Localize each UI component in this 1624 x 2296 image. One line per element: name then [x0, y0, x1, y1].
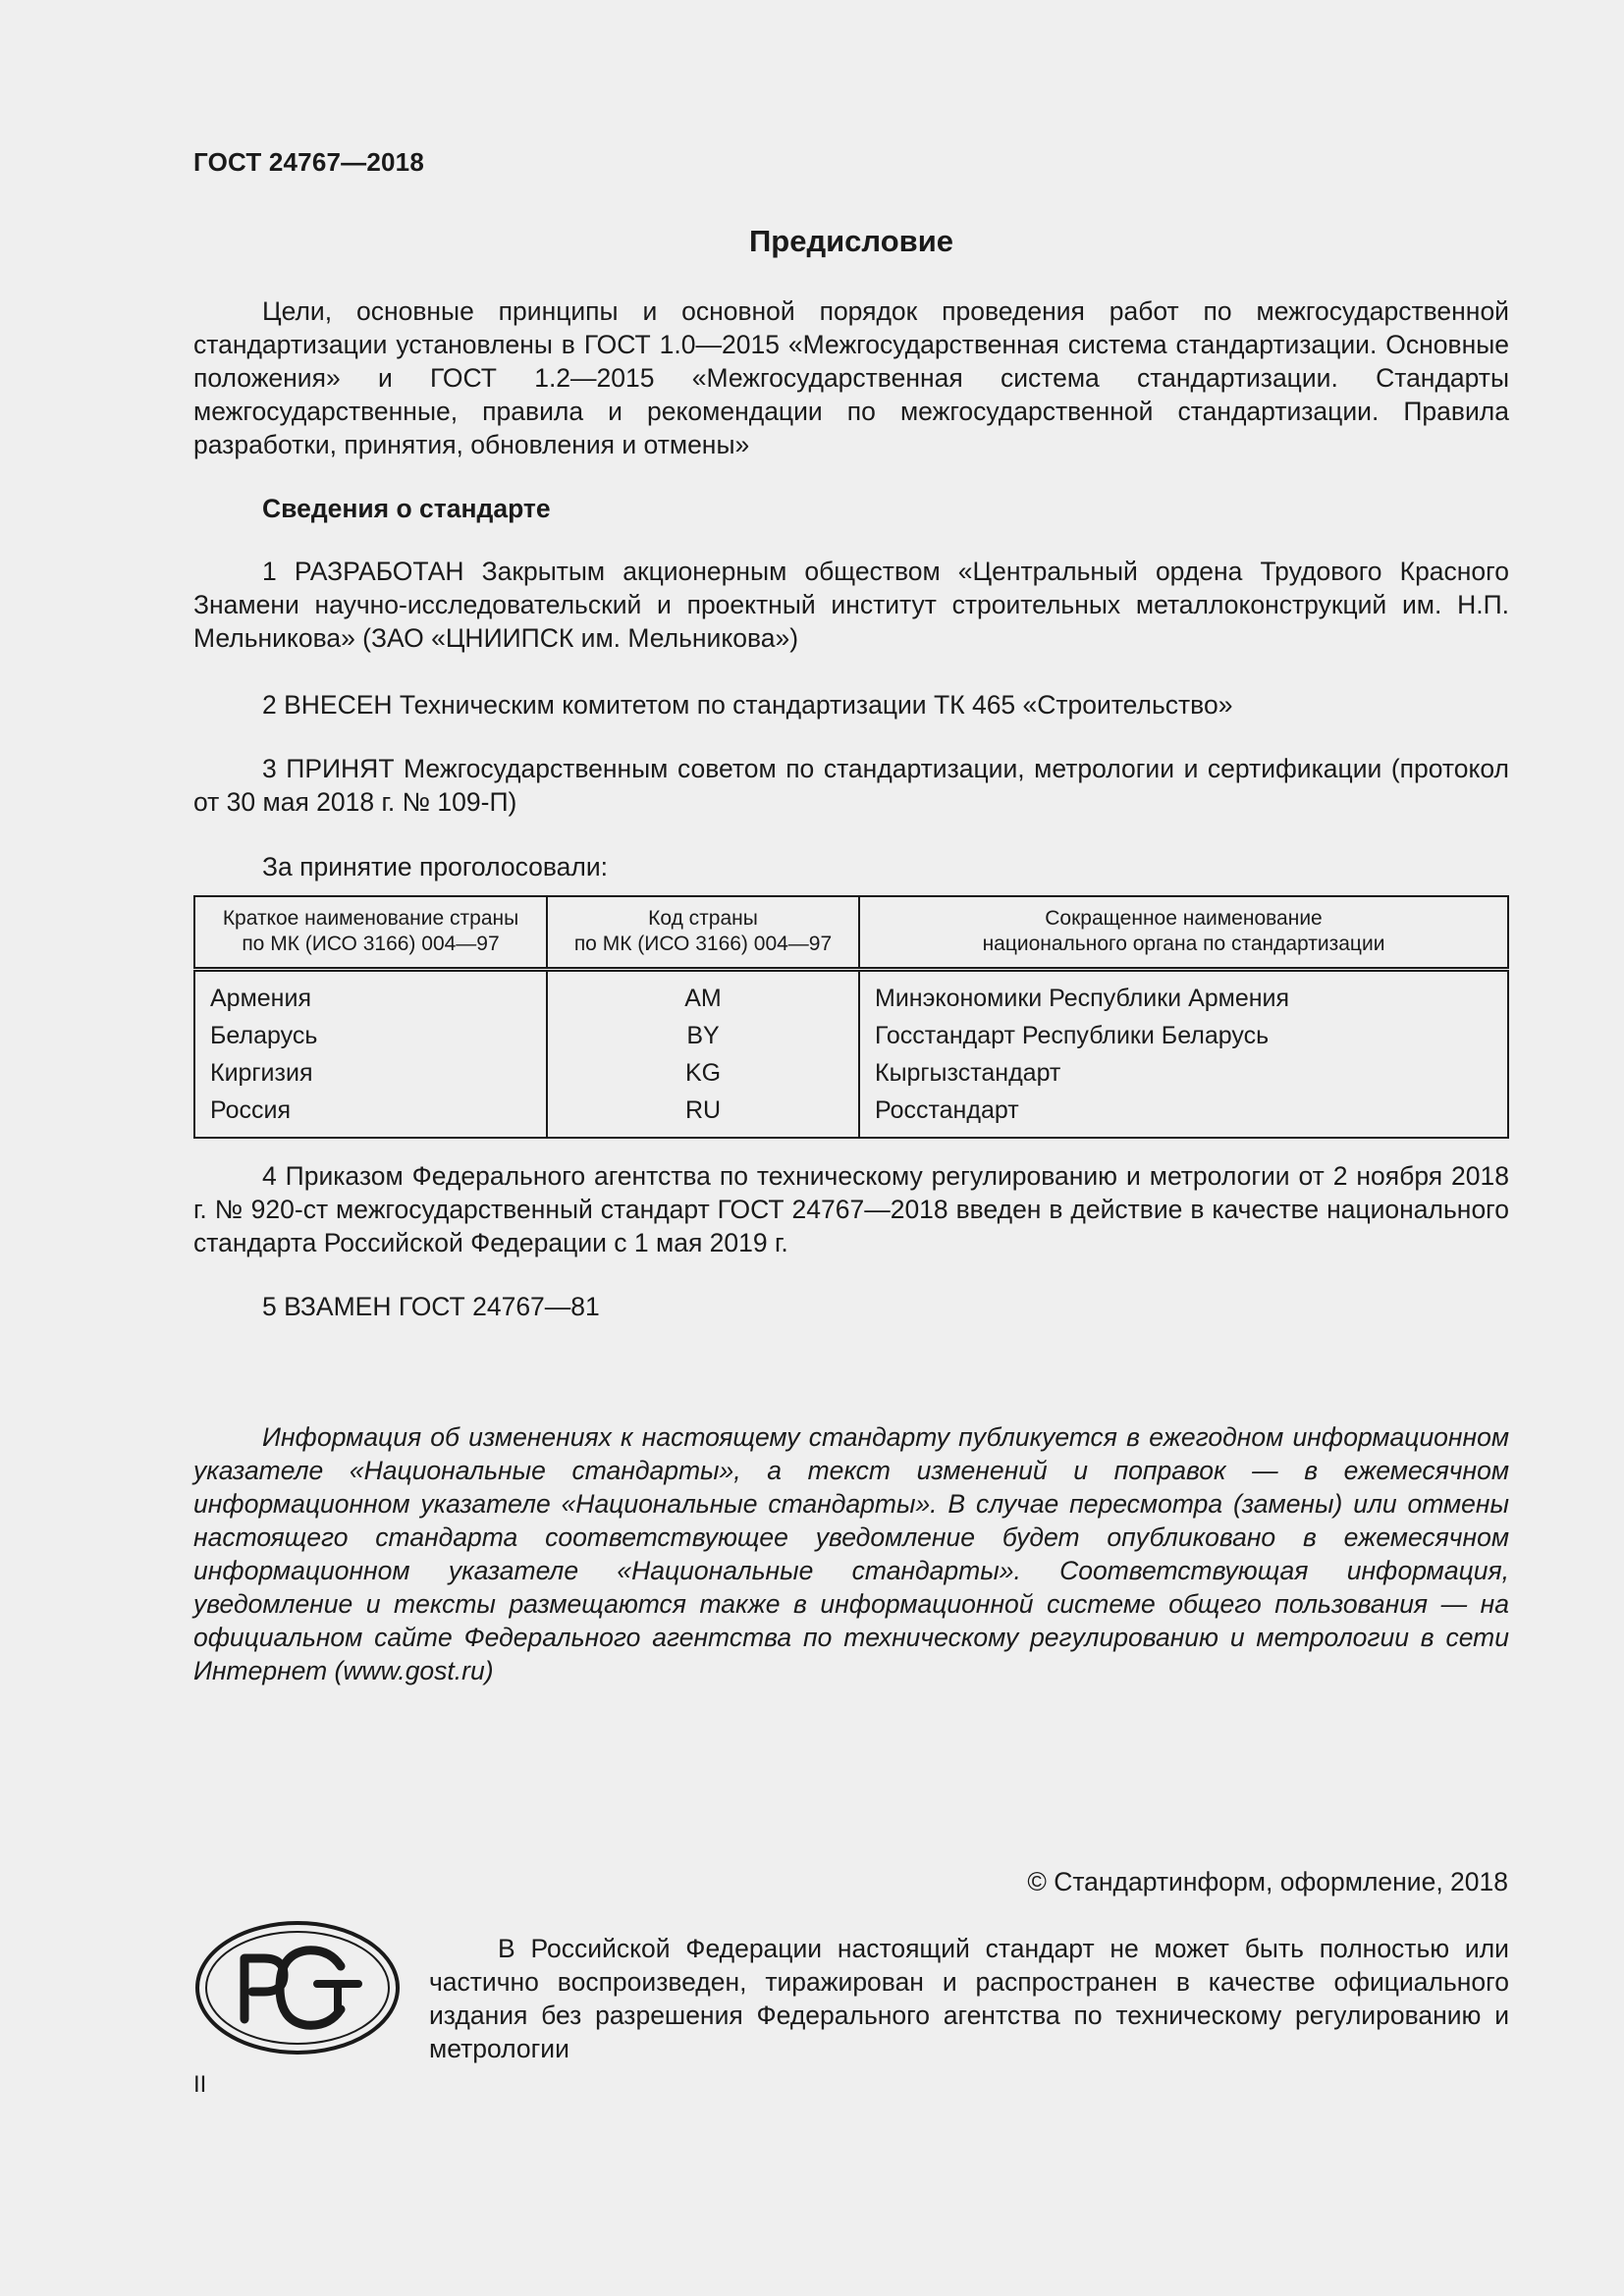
table-row — [194, 970, 1508, 1018]
info-heading: Сведения о стандарте — [262, 494, 551, 523]
changes-info: Информация об изменениях к настоящему стандарту публикуется в ежегодном информационном указателе «Национальные стандарты», а текст изменений и поправок — в ежемесячном информационном указателе «Национальные стандарты». В случае пересмотра (замены) или отмены настоящего стандарта соответствующее уведомление будет опубликовано в ежемесячном информационном указателе «Национальные стандарты». Соответствующая информация, уведомление и тексты размещаются также в информационной системе общего пользования — на официальном сайте Федерального агентства по техническому регулированию и метрологии в сети Интернет (www.gost.ru) — [193, 1422, 1509, 1685]
table-row — [194, 1054, 1508, 1092]
country-cell: Россия — [194, 1092, 547, 1138]
body-cell: Кыргызстандарт — [875, 1058, 1061, 1087]
rights-notice: В Российской Федерации настоящий стандарт не может быть полностью или частично воспроизведен, тиражирован и распространен в качестве официального издания без разрешения Федерального агентства по техническому регулированию и метрологии — [429, 1934, 1509, 2063]
item-introduced: 2 ВНЕСЕН Техническим комитетом по стандартизации ТК 465 «Строительство» — [262, 690, 1233, 720]
page-number: II — [193, 2071, 207, 2098]
voting-table — [193, 895, 1509, 1139]
header-body: Сокращенное наименование национального органа по стандартизации — [859, 896, 1508, 970]
country-cell: Беларусь — [194, 1017, 547, 1054]
header-code: Код страны по МК (ИСО 3166) 004—97 — [547, 896, 859, 970]
intro-paragraph: Цели, основные принципы и основной порядок проведения работ по межгосударственной стандартизации установлены в ГОСТ 1.0—2015 «Межгосударственная система стандартизации. Основные положения» и ГОСТ 1.2—2015 «Межгосударственная система стандартизации. Стандарты межгосударственные, правила и рекомендации по межгосударственной стандартизации. Правила разработки, принятия, обновления и отмены» — [193, 296, 1509, 459]
code-cell: AM — [547, 970, 859, 1018]
table-row — [194, 1017, 1508, 1054]
code-cell: RU — [547, 1092, 859, 1138]
item-replaces: 5 ВЗАМЕН ГОСТ 24767—81 — [262, 1292, 600, 1321]
body-cell: Росстандарт — [875, 1095, 1019, 1124]
body-cell: Госстандарт Республики Беларусь — [875, 1021, 1270, 1049]
country-cell: Киргизия — [194, 1054, 547, 1092]
country-cell: Армения — [194, 970, 547, 1018]
copyright-notice: © Стандартинформ, оформление, 2018 — [1027, 1867, 1508, 1896]
code-cell: BY — [547, 1017, 859, 1054]
votes-label: За принятие проголосовали: — [262, 852, 609, 881]
table-row — [194, 1092, 1508, 1138]
standard-code: ГОСТ 24767—2018 — [193, 147, 424, 177]
table-header-row — [194, 896, 1508, 970]
page-title: Предисловие — [748, 224, 953, 258]
item-adopted: 3 ПРИНЯТ Межгосударственным советом по стандартизации, метрологии и сертификации (протокол от 30 мая 2018 г. № 109-П) — [193, 754, 1509, 817]
code-cell: KG — [547, 1054, 859, 1092]
item-developed: 1 РАЗРАБОТАН Закрытым акционерным обществом «Центральный ордена Трудового Красного Знамени научно-исследовательский и проектный институт строительных металлоконструкций им. Н.П. Мельникова» (ЗАО «ЦНИИПСК им. Мельникова») — [193, 557, 1509, 653]
item-order: 4 Приказом Федерального агентства по техническому регулированию и метрологии от 2 ноября 2018 г. № 920-ст межгосударственный стандарт ГОСТ 24767—2018 введен в действие в качестве национального стандарта Российской Федерации с 1 мая 2019 г. — [193, 1161, 1509, 1257]
body-cell: Минэкономики Республики Армения — [875, 984, 1290, 1012]
rst-certification-mark-icon — [193, 1919, 402, 2056]
header-country: Краткое наименование страны по МК (ИСО 3166) 004—97 — [194, 896, 547, 970]
